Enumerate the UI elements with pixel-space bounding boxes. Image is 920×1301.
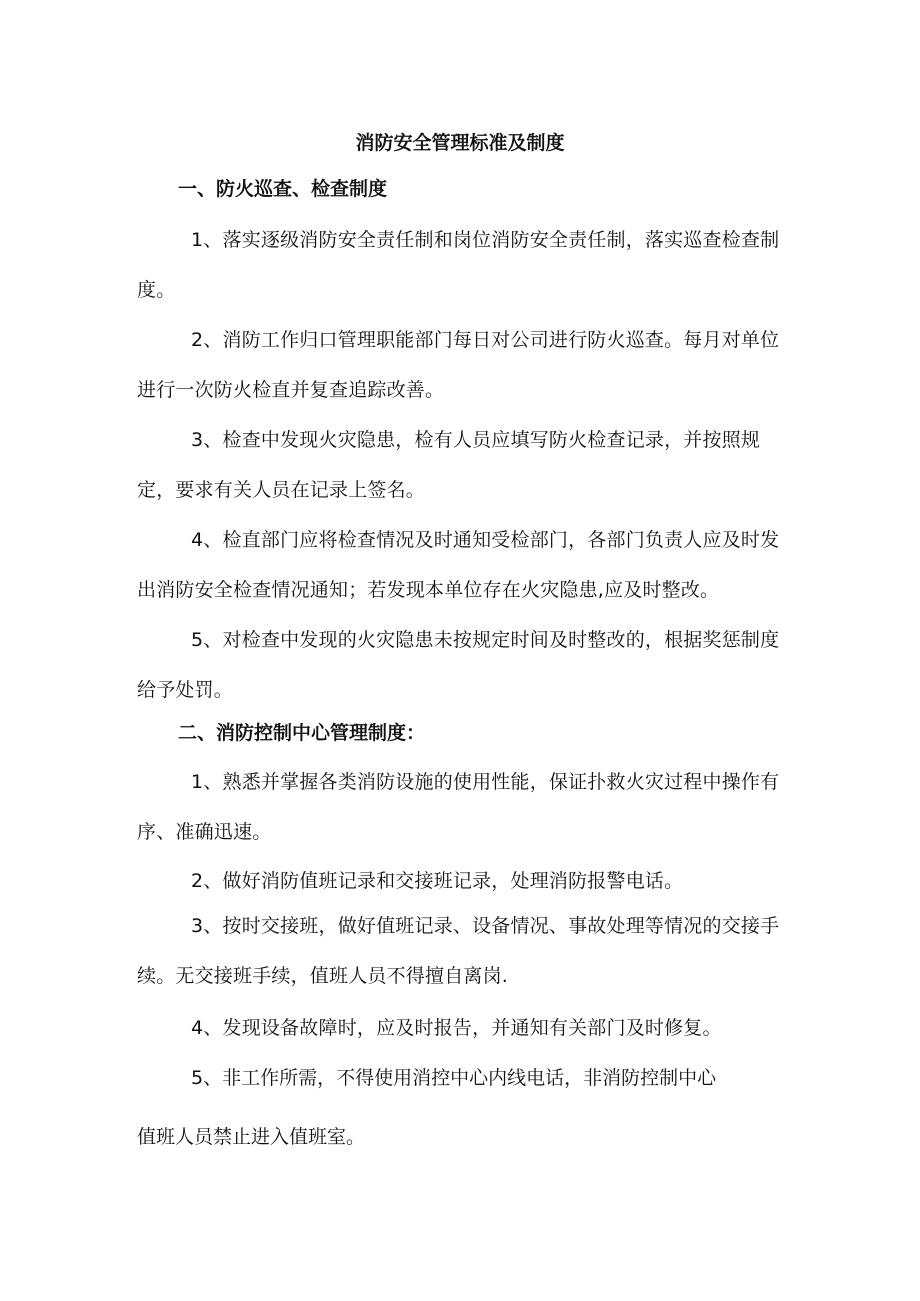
list-item: 5、对检查中发现的火灾隐患未按规定时间及时整改的，根据奖惩制度给予处罚。	[137, 629, 780, 701]
list-item: 2、做好消防值班记录和交接班记录，处理消防报警电话。	[191, 870, 684, 892]
list-item: 1、落实逐级消防安全责任制和岗位消防安全责任制，落实巡查检查制度。	[137, 229, 780, 301]
list-item: 3、检查中发现火灾隐患，检有人员应填写防火检查记录，并按照规定，要求有关人员在记录上签名。	[137, 429, 761, 501]
section-heading-1: 一、防火巡查、检查制度	[178, 178, 388, 200]
list-item: 2、消防工作归口管理职能部门每日对公司进行防火巡查。每月对单位进行一次防火检直并复查追踪改善。	[137, 329, 780, 401]
document-title: 消防安全管理标准及制度	[355, 132, 565, 154]
list-item: 1、熟悉并掌握各类消防设施的使用性能，保证扑救火灾过程中操作有序、准确迅速。	[137, 771, 780, 843]
section-heading-2: 二、消防控制中心管理制度：	[178, 722, 426, 744]
list-item: 3、按时交接班，做好值班记录、设备情况、事故处理等情况的交接手续。无交接班手续，值班人员不得擅自离岗.	[137, 915, 780, 987]
list-item: 4、发现设备故障时，应及时报告，并通知有关部门及时修复。	[191, 1017, 722, 1039]
list-item: 4、检直部门应将检查情况及时通知受检部门，各部门负责人应及时发出消防安全检查情况通知；若发现本单位存在火灾隐患,应及时整改。	[137, 529, 780, 601]
list-item-line: 5、非工作所需，不得使用消控中心内线电话，非消防控制中心	[191, 1067, 717, 1089]
list-item-line: 值班人员禁止进入值班室。	[137, 1126, 366, 1148]
